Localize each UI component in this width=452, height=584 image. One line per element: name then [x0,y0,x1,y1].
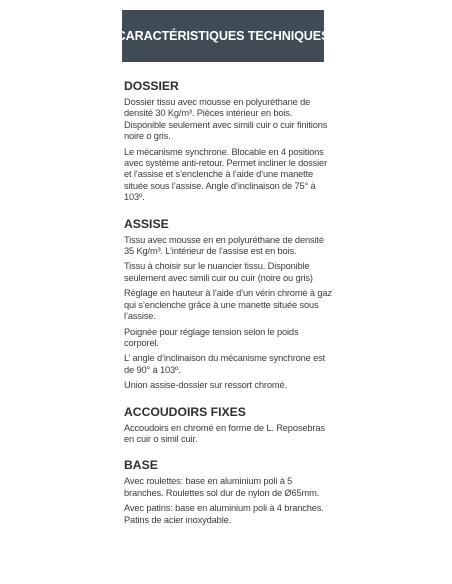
assise-paragraph-1: Tissu avec mousse en en polyuréthane de densité 35 Kg/m³. L’intérieur de l’assise est en bois. [124,234,324,257]
accoudoirs-paragraph-1: Accoudoirs en chromé en forme de L. Reposebras en cuir o simil cuir. [124,422,325,444]
base-paragraph-2: Avec patins: base en aluminium poli à 4 branches. Patins de acier inoxydable. [124,503,324,525]
section-accoudoirs [124,405,334,446]
assise-paragraph-3: Réglage en hauteur à l’aide d’un vérin chromé à gaz qui s’enclenche grâce à une manette située sous l’assise. [124,288,332,322]
page-title: CARACTÉRISTIQUES TECHNIQUES [116,29,330,43]
section-assise [124,217,334,392]
section-title-assise: ASSISE [124,216,169,231]
section-base [124,458,334,526]
dossier-paragraph-1: Dossier tissu avec mousse en polyuréthane de densité 30 Kg/m³. Pièces intérieur en bois. Disponible seulement avec simili cuir o cuir finitions noire o gris. [124,97,328,142]
spec-content [124,79,334,539]
section-header-banner [116,10,330,62]
dossier-paragraph-2: Le mécanisme synchrone. Blocable en 4 positions avec système anti-retour. Permet incliner le dossier et l’assise et s’enclenche à l’aide d’une manette située sous l’assise. Angle d’inclinaison de 75° à 103º. [124,146,328,203]
assise-paragraph-4: Poignée pour réglage tension selon le poids corporel. [124,326,299,348]
assise-paragraph-2: Tissu à choisir sur le nuancier tissu. Disponible seulement avec simili cuir ou cuir (noire ou gris) [124,261,313,283]
assise-paragraph-5: L’ angle d’inclinaison du mécanisme synchrone est de 90° à 103º. [124,353,326,375]
assise-paragraph-6: Union assise-dossier sur ressort chromé. [124,380,287,391]
section-title-dossier: DOSSIER [124,79,179,93]
base-paragraph-1: Avec roulettes: base en aluminium poli à 5 branches. Roulettes sol dur de nylon de Ø65mm. [124,476,320,498]
section-dossier [124,79,334,204]
section-title-accoudoirs: ACCOUDOIRS FIXES [124,404,246,419]
section-title-base: BASE [124,458,158,473]
